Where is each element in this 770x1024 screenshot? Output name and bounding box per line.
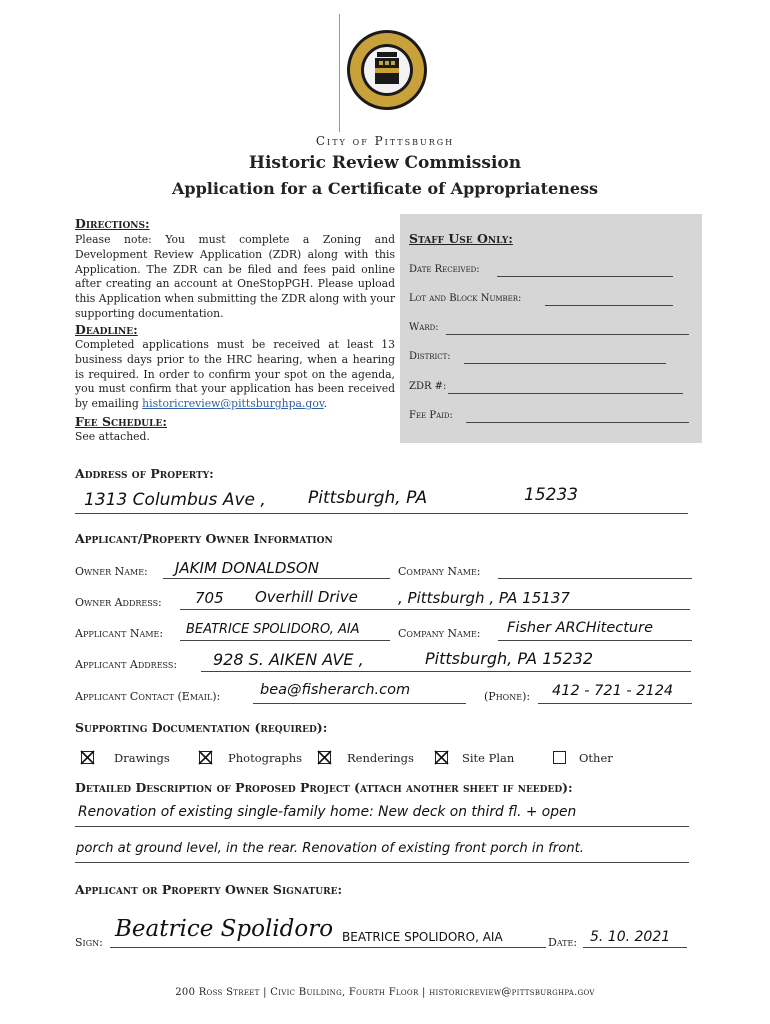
deadline-heading: Deadline: bbox=[75, 322, 138, 337]
applicant-contact-label: Applicant Contact (Email): bbox=[75, 690, 221, 703]
applicant-company-label: Company Name: bbox=[398, 627, 481, 640]
applicant-name-label: Applicant Name: bbox=[75, 627, 164, 640]
applicant-phone-label: (Phone): bbox=[484, 690, 531, 703]
description-text-1: Renovation of existing single-family home: New deck on third fl. + open bbox=[78, 804, 577, 820]
staff-use-box bbox=[400, 214, 702, 443]
applicant-name-line[interactable] bbox=[180, 640, 390, 641]
staff-ward: Ward: bbox=[409, 322, 439, 333]
hrc-email-link[interactable]: historicreview@pittsburghpa.gov bbox=[142, 397, 324, 411]
directions-text: Please note: You must complete a Zoning and Development Review Application (ZDR) along with this Application. The ZDR can be filed and fees paid online after creating an account at OneStopPGH. Please upload this Application when submitting the ZDR along with your supporting documentation. bbox=[75, 233, 395, 320]
staff-fee-paid-line[interactable] bbox=[466, 422, 689, 423]
owner-name-label: Owner Name: bbox=[75, 565, 148, 578]
description-heading: Detailed Description of Proposed Project (attach another sheet if needed): bbox=[75, 780, 573, 795]
staff-lot-block-line[interactable] bbox=[545, 305, 673, 306]
owner-address-street: Overhill Drive bbox=[255, 588, 358, 606]
signature-value: Beatrice Spolidoro bbox=[115, 916, 334, 942]
date-line[interactable] bbox=[583, 947, 687, 948]
applicant-company-line[interactable] bbox=[498, 640, 692, 641]
applicant-address-label: Applicant Address: bbox=[75, 658, 178, 671]
checkbox-drawings-label: Drawings bbox=[114, 751, 170, 765]
address-heading: Address of Property: bbox=[75, 466, 214, 481]
checkbox-site-plan-label: Site Plan bbox=[462, 751, 515, 765]
staff-date-received-line[interactable] bbox=[497, 276, 673, 277]
signature-line[interactable] bbox=[110, 947, 546, 948]
applicant-phone-line[interactable] bbox=[538, 703, 692, 704]
directions-heading: Directions: bbox=[75, 216, 150, 231]
property-city: Pittsburgh, PA bbox=[308, 488, 428, 508]
date-value: 5. 10. 2021 bbox=[590, 929, 671, 945]
checkbox-photographs[interactable] bbox=[199, 751, 212, 764]
city-seal-logo bbox=[339, 14, 431, 132]
applicant-name-value: BEATRICE SPOLIDORO, AIA bbox=[186, 622, 360, 637]
city-name: City of Pittsburgh bbox=[315, 134, 455, 148]
page-title: Historic Review Commission bbox=[248, 153, 522, 173]
owner-company-line[interactable] bbox=[498, 578, 692, 579]
fee-schedule-heading: Fee Schedule: bbox=[75, 414, 167, 429]
fee-schedule-text: See attached. bbox=[75, 430, 150, 443]
applicant-email-line[interactable] bbox=[253, 703, 466, 704]
owner-address-line[interactable] bbox=[180, 609, 690, 610]
owner-address-label: Owner Address: bbox=[75, 596, 162, 609]
staff-lot-block: Lot and Block Number: bbox=[409, 293, 522, 304]
staff-ward-line[interactable] bbox=[446, 334, 689, 335]
checkbox-other[interactable] bbox=[553, 751, 566, 764]
page-subtitle: Application for a Certificate of Appropriateness bbox=[171, 179, 599, 198]
deadline-text: Completed applications must be received at least 13 business days prior to the HRC hearing, when a hearing is required. In order to confirm your spot on the agenda, you must confirm that your application has been received by emailing historicreview@pittsburghpa.gov. bbox=[75, 338, 395, 411]
applicant-address-street: 928 S. AIKEN AVE , bbox=[213, 650, 364, 669]
owner-name-line[interactable] bbox=[163, 578, 390, 579]
checkbox-site-plan[interactable] bbox=[435, 751, 448, 764]
owner-company-label: Company Name: bbox=[398, 565, 481, 578]
applicant-address-line[interactable] bbox=[201, 671, 691, 672]
checkbox-photographs-label: Photographs bbox=[228, 751, 302, 765]
staff-use-heading: Staff Use Only: bbox=[409, 231, 513, 246]
checkbox-drawings[interactable] bbox=[81, 751, 94, 764]
staff-zdr: ZDR #: bbox=[409, 381, 447, 392]
supporting-heading: Supporting Documentation (required): bbox=[75, 720, 328, 735]
sign-label: Sign: bbox=[75, 936, 103, 949]
checkbox-renderings-label: Renderings bbox=[347, 751, 414, 765]
property-zip: 15233 bbox=[524, 485, 579, 505]
checkbox-renderings[interactable] bbox=[318, 751, 331, 764]
owner-address-number: 705 bbox=[195, 589, 224, 607]
staff-district-line[interactable] bbox=[464, 363, 666, 364]
owner-name-value: JAKIM DONALDSON bbox=[175, 559, 319, 577]
checkbox-other-label: Other bbox=[579, 751, 613, 765]
signature-heading: Applicant or Property Owner Signature: bbox=[75, 882, 343, 897]
applicant-phone-value: 412 - 721 - 2124 bbox=[552, 683, 674, 699]
footer: 200 Ross Street | Civic Building, Fourth Floor | historicreview@pittsburghpa.gov bbox=[175, 987, 595, 998]
description-text-2: porch at ground level, in the rear. Renovation of existing front porch in front. bbox=[76, 841, 584, 856]
staff-fee-paid: Fee Paid: bbox=[409, 410, 453, 421]
property-street: 1313 Columbus Ave , bbox=[84, 490, 266, 510]
staff-district: District: bbox=[409, 351, 451, 362]
printed-name-value: BEATRICE SPOLIDORO, AIA bbox=[342, 930, 503, 944]
applicant-address-city: Pittsburgh, PA 15232 bbox=[425, 649, 594, 668]
description-line-2[interactable] bbox=[75, 862, 689, 863]
staff-zdr-line[interactable] bbox=[448, 393, 683, 394]
date-label: Date: bbox=[548, 936, 578, 949]
staff-date-received: Date Received: bbox=[409, 264, 480, 275]
description-line-1[interactable] bbox=[75, 826, 689, 827]
applicant-heading: Applicant/Property Owner Information bbox=[75, 531, 333, 546]
owner-address-city: , Pittsburgh , PA 15137 bbox=[398, 589, 570, 607]
applicant-email-value: bea@fisherarch.com bbox=[260, 682, 411, 698]
applicant-company-value: Fisher ARCHitecture bbox=[507, 620, 653, 636]
address-line[interactable] bbox=[75, 513, 688, 514]
